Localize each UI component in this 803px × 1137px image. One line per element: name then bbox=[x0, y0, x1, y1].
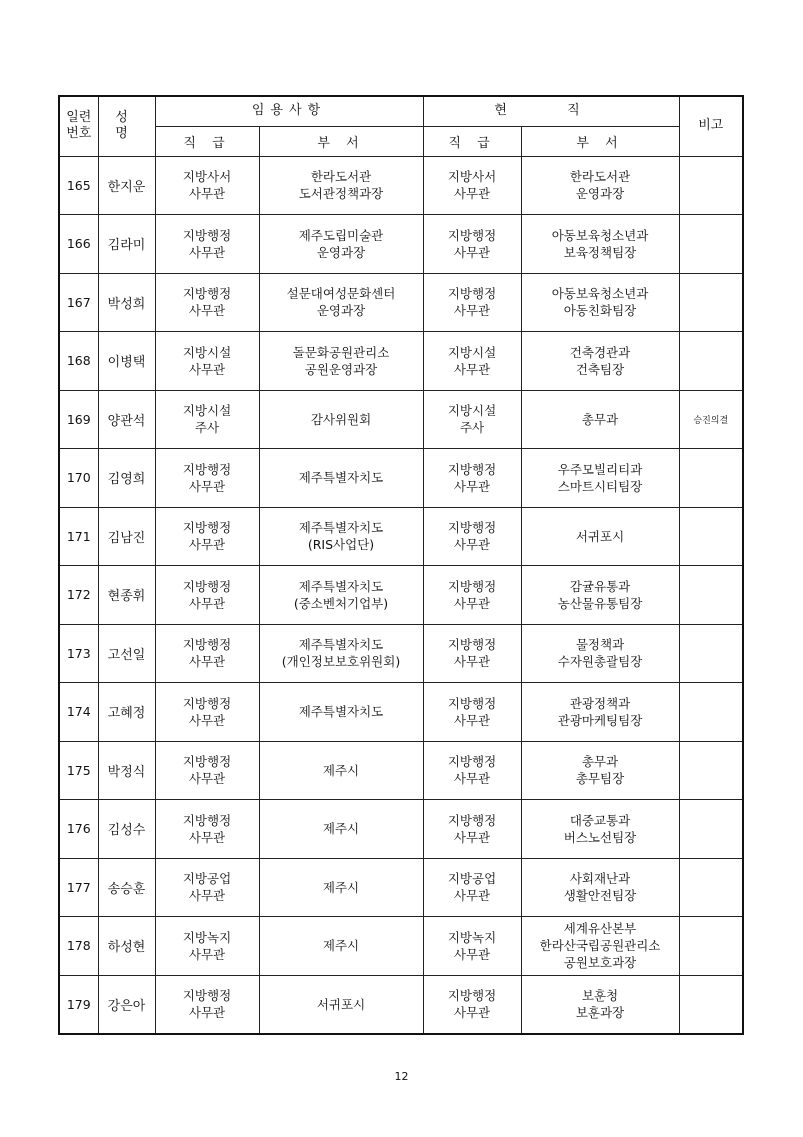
table-row bbox=[59, 917, 743, 976]
appointment-dept: 제주시 bbox=[259, 858, 423, 917]
person-name: 이병택 bbox=[98, 332, 155, 391]
serial-number: 171 bbox=[59, 507, 98, 566]
serial-number: 172 bbox=[59, 566, 98, 625]
appointment-dept: 제주시 bbox=[259, 800, 423, 859]
appointment-dept: 제주특별자치도 (RIS사업단) bbox=[259, 507, 423, 566]
current-grade: 지방사서 사무관 bbox=[423, 156, 521, 215]
appointment-grade: 지방녹지 사무관 bbox=[155, 917, 259, 976]
appointment-dept-header: 부 서 bbox=[259, 126, 423, 156]
remarks bbox=[679, 624, 743, 683]
current-position-header: 현 직 bbox=[423, 96, 679, 126]
remarks: 승진의결 bbox=[679, 390, 743, 449]
current-grade: 지방행정 사무관 bbox=[423, 624, 521, 683]
appointment-dept: 제주특별자치도 (중소벤처기업부) bbox=[259, 566, 423, 625]
appointment-grade: 지방시설 주사 bbox=[155, 390, 259, 449]
serial-number: 165 bbox=[59, 156, 98, 215]
current-grade: 지방행정 사무관 bbox=[423, 800, 521, 859]
appointment-dept: 제주도립미술관 운영과장 bbox=[259, 215, 423, 274]
appointment-dept: 제주특별자치도 (개인정보보호위원회) bbox=[259, 624, 423, 683]
table-row bbox=[59, 507, 743, 566]
current-grade: 지방행정 사무관 bbox=[423, 215, 521, 274]
current-dept: 보훈청 보훈과장 bbox=[521, 975, 679, 1034]
remarks bbox=[679, 917, 743, 976]
table-body bbox=[59, 156, 743, 1034]
current-grade: 지방시설 주사 bbox=[423, 390, 521, 449]
table-row bbox=[59, 624, 743, 683]
current-dept: 우주모빌리티과 스마트시티팀장 bbox=[521, 449, 679, 508]
serial-number: 166 bbox=[59, 215, 98, 274]
person-name: 현종휘 bbox=[98, 566, 155, 625]
person-name: 김라미 bbox=[98, 215, 155, 274]
appointment-grade: 지방행정 사무관 bbox=[155, 683, 259, 742]
appointment-grade: 지방행정 사무관 bbox=[155, 273, 259, 332]
current-grade-header: 직 급 bbox=[423, 126, 521, 156]
appointment-grade: 지방사서 사무관 bbox=[155, 156, 259, 215]
person-name: 송승훈 bbox=[98, 858, 155, 917]
remarks bbox=[679, 273, 743, 332]
person-name: 박정식 bbox=[98, 741, 155, 800]
serial-number: 174 bbox=[59, 683, 98, 742]
current-grade: 지방행정 사무관 bbox=[423, 507, 521, 566]
name-header: 성 명 bbox=[98, 96, 155, 156]
person-name: 김영희 bbox=[98, 449, 155, 508]
person-name: 김성수 bbox=[98, 800, 155, 859]
table-row bbox=[59, 566, 743, 625]
appointment-grade: 지방행정 사무관 bbox=[155, 800, 259, 859]
appointment-grade-header: 직 급 bbox=[155, 126, 259, 156]
serial-number: 177 bbox=[59, 858, 98, 917]
remarks-header: 비고 bbox=[679, 96, 743, 156]
current-grade: 지방행정 사무관 bbox=[423, 566, 521, 625]
current-grade: 지방행정 사무관 bbox=[423, 683, 521, 742]
appointment-grade: 지방공업 사무관 bbox=[155, 858, 259, 917]
person-name: 양관석 bbox=[98, 390, 155, 449]
current-dept: 물정책과 수자원총괄팀장 bbox=[521, 624, 679, 683]
table-row bbox=[59, 800, 743, 859]
appointment-dept: 제주시 bbox=[259, 917, 423, 976]
appointment-grade: 지방행정 사무관 bbox=[155, 624, 259, 683]
remarks bbox=[679, 683, 743, 742]
remarks bbox=[679, 215, 743, 274]
current-dept: 한라도서관 운영과장 bbox=[521, 156, 679, 215]
appointment-grade: 지방시설 사무관 bbox=[155, 332, 259, 391]
appointment-grade: 지방행정 사무관 bbox=[155, 975, 259, 1034]
person-name: 고혜정 bbox=[98, 683, 155, 742]
table-row bbox=[59, 215, 743, 274]
current-dept: 사회재난과 생활안전팀장 bbox=[521, 858, 679, 917]
appointment-grade: 지방행정 사무관 bbox=[155, 566, 259, 625]
current-dept: 아동보육청소년과 보육정책팀장 bbox=[521, 215, 679, 274]
appointment-grade: 지방행정 사무관 bbox=[155, 741, 259, 800]
current-grade: 지방녹지 사무관 bbox=[423, 917, 521, 976]
current-grade: 지방행정 사무관 bbox=[423, 449, 521, 508]
current-grade: 지방행정 사무관 bbox=[423, 273, 521, 332]
serial-number: 173 bbox=[59, 624, 98, 683]
table-row bbox=[59, 683, 743, 742]
remarks bbox=[679, 858, 743, 917]
serial-number: 167 bbox=[59, 273, 98, 332]
remarks bbox=[679, 566, 743, 625]
person-name: 고선일 bbox=[98, 624, 155, 683]
appointment-dept: 돌문화공원관리소 공원운영과장 bbox=[259, 332, 423, 391]
person-name: 김남진 bbox=[98, 507, 155, 566]
serial-number: 168 bbox=[59, 332, 98, 391]
serial-number: 170 bbox=[59, 449, 98, 508]
person-name: 한지운 bbox=[98, 156, 155, 215]
serial-number: 178 bbox=[59, 917, 98, 976]
person-name: 하성현 bbox=[98, 917, 155, 976]
appointment-grade: 지방행정 사무관 bbox=[155, 449, 259, 508]
appointment-header: 임용사항 bbox=[155, 96, 423, 126]
appointment-dept: 감사위원회 bbox=[259, 390, 423, 449]
serial-number: 179 bbox=[59, 975, 98, 1034]
current-dept: 대중교통과 버스노선팀장 bbox=[521, 800, 679, 859]
current-grade: 지방공업 사무관 bbox=[423, 858, 521, 917]
table-row bbox=[59, 390, 743, 449]
table-row bbox=[59, 741, 743, 800]
current-dept: 건축경관과 건축팀장 bbox=[521, 332, 679, 391]
remarks bbox=[679, 741, 743, 800]
serial-number: 176 bbox=[59, 800, 98, 859]
page-number: 12 bbox=[394, 1070, 409, 1083]
remarks bbox=[679, 156, 743, 215]
current-dept-header: 부 서 bbox=[521, 126, 679, 156]
appointment-dept: 서귀포시 bbox=[259, 975, 423, 1034]
table-row bbox=[59, 332, 743, 391]
current-dept: 총무과 총무팀장 bbox=[521, 741, 679, 800]
current-dept: 아동보육청소년과 아동친화팀장 bbox=[521, 273, 679, 332]
current-grade: 지방행정 사무관 bbox=[423, 741, 521, 800]
remarks bbox=[679, 975, 743, 1034]
serial-header: 일련 번호 bbox=[59, 96, 98, 156]
remarks bbox=[679, 449, 743, 508]
current-dept: 세계유산본부 한라산국립공원관리소 공원보호과장 bbox=[521, 917, 679, 976]
current-dept: 총무과 bbox=[521, 390, 679, 449]
appointment-dept: 제주시 bbox=[259, 741, 423, 800]
table-row bbox=[59, 975, 743, 1034]
serial-number: 169 bbox=[59, 390, 98, 449]
person-name: 강은아 bbox=[98, 975, 155, 1034]
remarks bbox=[679, 800, 743, 859]
current-dept: 감귤유통과 농산물유통팀장 bbox=[521, 566, 679, 625]
appointment-dept: 제주특별자치도 bbox=[259, 449, 423, 508]
current-grade: 지방시설 사무관 bbox=[423, 332, 521, 391]
serial-number: 175 bbox=[59, 741, 98, 800]
appointment-dept: 설문대여성문화센터 운영과장 bbox=[259, 273, 423, 332]
appointment-grade: 지방행정 사무관 bbox=[155, 215, 259, 274]
current-dept: 서귀포시 bbox=[521, 507, 679, 566]
table-row bbox=[59, 156, 743, 215]
table-row bbox=[59, 273, 743, 332]
current-grade: 지방행정 사무관 bbox=[423, 975, 521, 1034]
remarks bbox=[679, 332, 743, 391]
appointment-dept: 한라도서관 도서관정책과장 bbox=[259, 156, 423, 215]
table-row bbox=[59, 858, 743, 917]
person-name: 박성희 bbox=[98, 273, 155, 332]
appointment-grade: 지방행정 사무관 bbox=[155, 507, 259, 566]
current-dept: 관광정책과 관광마케팅팀장 bbox=[521, 683, 679, 742]
appointment-dept: 제주특별자치도 bbox=[259, 683, 423, 742]
personnel-table bbox=[58, 95, 744, 1035]
table-row bbox=[59, 449, 743, 508]
remarks bbox=[679, 507, 743, 566]
